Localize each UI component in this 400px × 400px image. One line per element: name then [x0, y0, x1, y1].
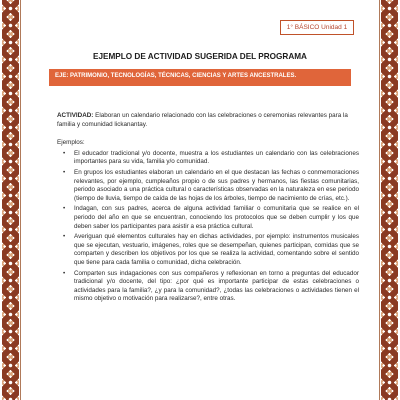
- bullet-icon: •: [63, 205, 66, 213]
- page-title: EJEMPLO DE ACTIVIDAD SUGERIDA DEL PROGRAMA: [93, 52, 307, 61]
- examples-heading: Ejemplos:: [57, 139, 85, 147]
- list-item-text: En grupos los estudiantes elaboran un calendario en el que destacan las fechas o conmemoraciones relevantes, por ejemplo, cumpleaños propio o de sus padres y hermanos, las fiestas comunitarias, periodo asociado a una práctica cultural o características observadas en la naturaleza en ese periodo (tiempo de lluvia, tiempo de caída de las hojas de los árboles, tiempo de nacimiento de crías, etc.).: [74, 168, 359, 202]
- list-item-text: Indagan, con sus padres, acerca de alguna actividad familiar o comunitaria que se realice en el periodo del año en que se encuentran, conociendo los protocolos que se deben cumplir y los que deben saber los participantes para asistir a esa práctica cultural.: [74, 205, 359, 230]
- bullet-icon: •: [63, 168, 66, 176]
- bullet-icon: •: [63, 269, 66, 277]
- list-item-text: Averiguan qué elementos culturales hay en dichas actividades, por ejemplo: instrumentos musicales que se ejecutan, vestuario, imágenes, roles que se desempeñan, quienes participan, comidas que se comparten y describen los objetivos por los que se realiza la actividad, comentando sobre el sentido que tiene para cada familia o comunidad, dicha celebración.: [74, 233, 359, 266]
- list-item: [63, 269, 359, 304]
- activity-paragraph: [57, 112, 359, 129]
- activity-content: [57, 112, 359, 306]
- examples-list: [57, 150, 359, 304]
- list-item: [63, 205, 359, 231]
- list-item: [63, 149, 359, 167]
- activity-text: Elaboran un calendario relacionado con las celebraciones o ceremonias relevantes para la familia y comunidad lickanantay.: [57, 112, 348, 128]
- bullet-icon: •: [63, 233, 66, 241]
- decorative-border-right: [381, 0, 398, 400]
- list-item-text: El educador tradicional y/o docente, muestra a los estudiantes un calendario con las celebraciones importantes para su vida, familia y/o comunidad.: [74, 149, 359, 166]
- list-item: [63, 168, 359, 203]
- border-divider-left: [20, 0, 21, 400]
- eje-banner: [49, 69, 351, 86]
- grade-unit-badge: 1° BÁSICO Unidad 1: [280, 20, 354, 35]
- list-item-text: Comparten sus indagaciones con sus compañeros y reflexionan en torno a preguntas del educador tradicional y/o docente, del tipo: ¿por qué es importante participar de estas celebraciones o actividades para la familia?, ¿y para la comunidad?, ¿todas las celebraciones o actividades tienen el mismo objetivo o motivación para realizarse?, entre otras.: [74, 269, 359, 303]
- eje-label: EJE: PATRIMONIO, TECNOLOGÍAS, TÉCNICAS, CIENCIAS Y ARTES ANCESTRALES.: [55, 73, 297, 79]
- bullet-icon: •: [63, 149, 66, 157]
- activity-label: ACTIVIDAD:: [57, 112, 94, 119]
- decorative-border-left: [2, 0, 19, 400]
- list-item: [63, 233, 359, 267]
- border-divider-right: [379, 0, 380, 400]
